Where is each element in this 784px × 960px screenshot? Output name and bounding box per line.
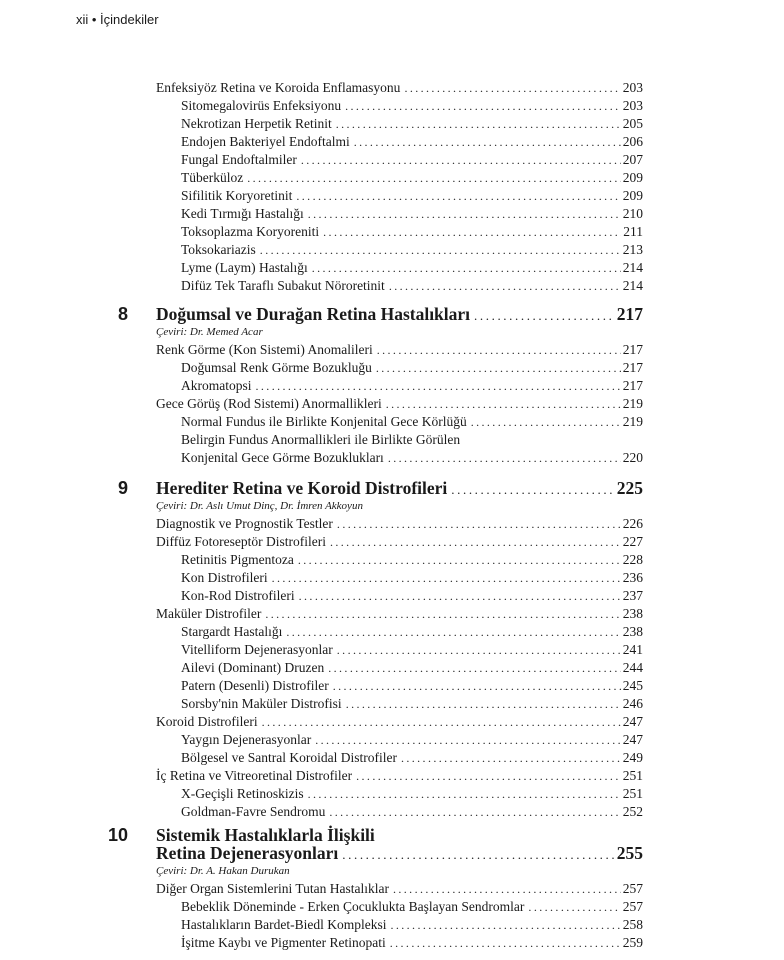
toc-entry[interactable]: Sitomegalovirüs Enfeksiyonu ..... 203 [0,97,784,115]
page-number: 227 [622,534,643,549]
page-number: 246 [622,696,643,711]
toc-entry[interactable]: Renk Görme (Kon Sistemi) Anomalileri ..... 217 [0,341,784,359]
page-number: 255 [616,843,643,863]
page-number: 241 [622,642,643,657]
dot-leader [323,223,621,241]
page-number: 211 [623,224,643,239]
page-number: 219 [622,396,643,411]
dot-leader [296,187,620,205]
toc-entry[interactable]: Toksoplazma Koryoreniti ..... 211 [0,223,784,241]
page-number: 259 [622,935,643,950]
toc-entry[interactable]: Diğer Organ Sistemlerini Tutan Hastalıklar ..... 257 [0,880,784,898]
page-number: 203 [622,98,643,113]
chapter-title[interactable]: Retina Dejenerasyonları ..... 255 [156,842,643,864]
page-number: 219 [622,414,643,429]
dot-leader [286,623,620,641]
page-number: 203 [622,80,643,95]
toc-entry[interactable]: Difüz Tek Taraflı Subakut Nöroretinit ..... 214 [0,277,784,295]
toc-entry[interactable]: Kon Distrofileri ..... 236 [0,569,784,587]
page-number: 217 [622,342,643,357]
toc-entry[interactable]: Konjenital Gece Görme Bozuklukları ..... 220 [0,449,784,467]
dot-leader [346,695,621,713]
chapter-title[interactable]: Herediter Retina ve Koroid Distrofileri ..... 225 [156,477,643,499]
toc-entry[interactable]: X-Geçişli Retinoskizis ..... 251 [0,785,784,803]
page-number: 220 [622,450,643,465]
toc-entry[interactable]: Vitelliform Dejenerasyonlar ..... 241 [0,641,784,659]
chapter-title-line: Sistemik Hastalıklarla İlişkili [156,825,375,845]
toc-entry[interactable]: Kon-Rod Distrofileri ..... 237 [0,587,784,605]
page-number: 228 [622,552,643,567]
toc-entry[interactable]: Diffüz Fotoreseptör Distrofileri ..... 227 [0,533,784,551]
dot-leader [329,803,620,821]
page-number: 257 [622,899,643,914]
page-number: 251 [622,768,643,783]
chapter-number: 10 [108,825,129,845]
dot-leader [356,767,621,785]
toc-entry[interactable]: Yaygın Dejenerasyonlar ..... 247 [0,731,784,749]
toc-entry[interactable]: Toksokariazis ..... 213 [0,241,784,259]
page-number: 252 [622,804,643,819]
dot-leader [337,641,621,659]
dot-leader [260,241,621,259]
toc-entry[interactable]: Fungal Endoftalmiler ..... 207 [0,151,784,169]
dot-leader [401,749,621,767]
dot-leader [308,205,621,223]
page-number: 258 [622,917,643,932]
page-number: 207 [622,152,643,167]
dot-leader [451,479,614,501]
dot-leader [388,449,621,467]
toc-entry[interactable]: Endojen Bakteriyel Endoftalmi ..... 206 [0,133,784,151]
dot-leader [376,359,621,377]
dot-leader [386,395,621,413]
dot-leader [312,259,621,277]
dot-leader [390,934,621,952]
page-number: 214 [622,278,643,293]
page-number: 238 [622,606,643,621]
page-number: 247 [622,732,643,747]
page-number: 205 [622,116,643,131]
toc-entry[interactable]: Sorsby'nin Maküler Distrofisi ..... 246 [0,695,784,713]
translator-credit: Çeviri: Dr. Aslı Umut Dinç, Dr. İmren Akkoyun [156,500,363,512]
page-number: 245 [622,678,643,693]
translator-credit: Çeviri: Dr. A. Hakan Durukan [156,865,290,877]
toc-entry[interactable]: Patern (Desenli) Distrofiler ..... 245 [0,677,784,695]
dot-leader [528,898,620,916]
toc-entry[interactable]: İşitme Kaybı ve Pigmenter Retinopati ..... 259 [0,934,784,952]
toc-entry[interactable]: Bebeklik Döneminde - Erken Çocuklukta Başlayan Sendromlar ..... 257 [0,898,784,916]
toc-entry[interactable]: Tüberküloz ..... 209 [0,169,784,187]
chapter-number: 8 [118,304,129,324]
page-number: 237 [622,588,643,603]
page-number: 257 [622,881,643,896]
dot-leader [272,569,621,587]
page-number: 217 [622,360,643,375]
dot-leader [328,659,621,677]
dot-leader [393,880,621,898]
toc-entry[interactable]: Gece Görüş (Rod Sistemi) Anormallikleri ..... 219 [0,395,784,413]
toc-entry[interactable]: Sifilitik Koryoretinit ..... 209 [0,187,784,205]
page-number: 225 [616,478,643,498]
page-number: 214 [622,260,643,275]
toc-entry[interactable]: Lyme (Laym) Hastalığı ..... 214 [0,259,784,277]
page-number: 210 [622,206,643,221]
toc-entry[interactable]: Ailevi (Dominant) Druzen ..... 244 [0,659,784,677]
dot-leader [336,115,621,133]
dot-leader [404,79,620,97]
dot-leader [265,605,620,623]
toc-entry[interactable]: Goldman-Favre Sendromu ..... 252 [0,803,784,821]
toc-entry[interactable]: Normal Fundus ile Birlikte Konjenital Gece Körlüğü ..... 219 [0,413,784,431]
dot-leader [299,587,621,605]
page-number: 206 [622,134,643,149]
page-number: 236 [622,570,643,585]
toc-entry[interactable]: Hastalıkların Bardet-Biedl Kompleksi ..... 258 [0,916,784,934]
dot-leader [389,277,621,295]
dot-leader [256,377,621,395]
toc-entry[interactable]: Doğumsal Renk Görme Bozukluğu ..... 217 [0,359,784,377]
page-number: 249 [622,750,643,765]
dot-leader [377,341,621,359]
toc-entry[interactable]: Maküler Distrofiler ..... 238 [0,605,784,623]
dot-leader [308,785,621,803]
dot-leader [354,133,621,151]
dot-leader [315,731,621,749]
page-number: 217 [622,378,643,393]
page-number: 209 [622,188,643,203]
chapter-number: 9 [118,478,129,498]
dot-leader [298,551,621,569]
translator-credit: Çeviri: Dr. Memed Acar [156,326,263,338]
dot-leader [330,533,621,551]
page-number: 213 [622,242,643,257]
toc-entry-continued-line: Belirgin Fundus Anormallikleri ile Birlikte Görülen [181,432,461,447]
page-number: 247 [622,714,643,729]
toc-entry[interactable]: Diagnostik ve Prognostik Testler ..... 226 [0,515,784,533]
dot-leader [333,677,621,695]
page-number: 238 [622,624,643,639]
toc-entry[interactable]: Kedi Tırmığı Hastalığı ..... 210 [0,205,784,223]
chapter-title[interactable]: Doğumsal ve Durağan Retina Hastalıkları ..... 217 [156,303,643,325]
dot-leader [390,916,620,934]
page-number: 244 [622,660,643,675]
dot-leader [474,305,615,327]
toc-entry[interactable]: Enfeksiyöz Retina ve Koroida Enflamasyonu ..... 203 [0,79,784,97]
page-number: 251 [622,786,643,801]
page-number: 226 [622,516,643,531]
page-number: 209 [622,170,643,185]
toc-entry[interactable]: Retinitis Pigmentoza ..... 228 [0,551,784,569]
toc-entry[interactable]: Nekrotizan Herpetik Retinit ..... 205 [0,115,784,133]
page-number: 217 [616,304,643,324]
toc-entry[interactable]: Bölgesel ve Santral Koroidal Distrofiler ..... 249 [0,749,784,767]
dot-leader [342,844,614,866]
running-header: xii • İçindekiler [76,12,159,27]
toc-entry[interactable]: Stargardt Hastalığı ..... 238 [0,623,784,641]
dot-leader [471,413,621,431]
toc-entry[interactable]: İç Retina ve Vitreoretinal Distrofiler ..... 251 [0,767,784,785]
dot-leader [262,713,621,731]
dot-leader [301,151,621,169]
dot-leader [345,97,621,115]
dot-leader [337,515,621,533]
toc-entry[interactable]: Akromatopsi ..... 217 [0,377,784,395]
dot-leader [247,169,621,187]
toc-entry[interactable]: Koroid Distrofileri ..... 247 [0,713,784,731]
